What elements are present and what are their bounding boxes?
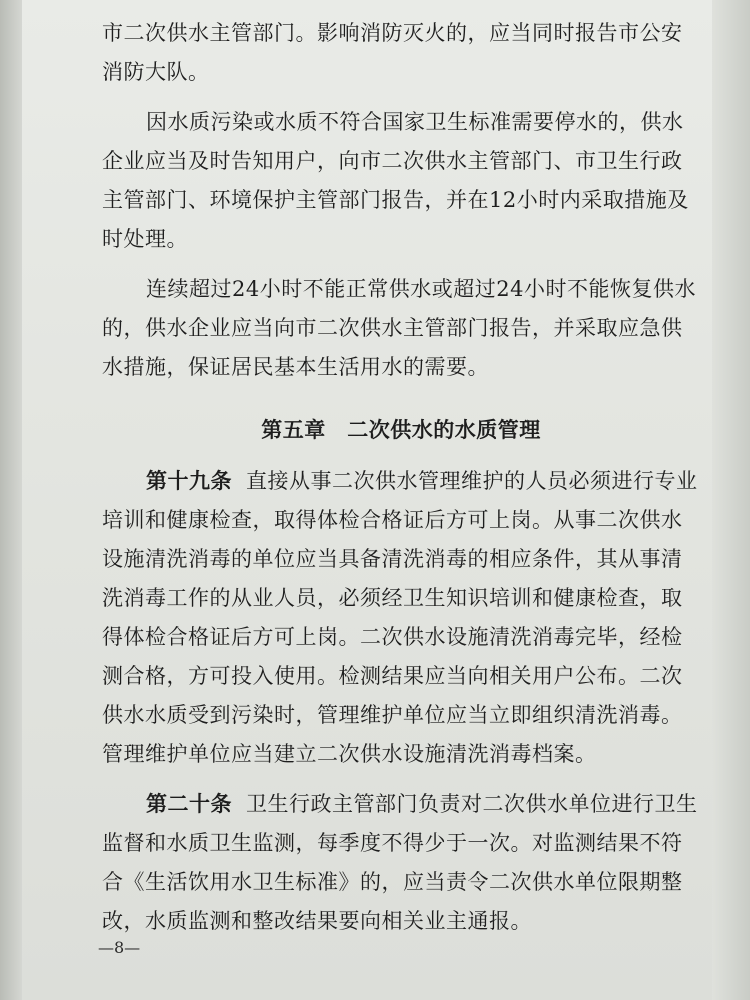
article-20-label: 第二十条: [146, 792, 232, 816]
article-19-label: 第十九条: [146, 469, 232, 493]
paragraph-2: 因水质污染或水质不符合国家卫生标准需要停水的，供水企业应当及时告知用户，向市二次供水主管部门、市卫生行政主管部门、环境保护主管部门报告，并在12小时内采取措施及时处理。: [102, 110, 689, 251]
page-number: —8—: [98, 938, 141, 957]
article-20: [102, 785, 700, 941]
document-body: [102, 0, 700, 941]
article-19-text: 直接从事二次供水管理维护的人员必须进行专业培训和健康检查，取得体检合格证后方可上岗。从事二次供水设施清洗消毒的单位应当具备清洗消毒的相应条件，其从事清洗消毒工作的从业人员，必须经卫生知识培训和健康检查，取得体检合格证后方可上岗。二次供水设施清洗消毒完毕，经检测合格，方可投入使用。检测结果应当向相关用户公布。二次供水水质受到污染时，管理维护单位应当立即组织清洗消毒。管理维护单位应当建立二次供水设施清洗消毒档案。: [102, 469, 698, 766]
paragraph-1: 市二次供水主管部门。影响消防灭火的，应当同时报告市公安消防大队。: [102, 21, 683, 84]
article-19: [102, 462, 700, 774]
paragraph-3: 连续超过24小时不能正常供水或超过24小时不能恢复供水的，供水企业应当向市二次供水主管部门报告，并采取应急供水措施，保证居民基本生活用水的需要。: [102, 277, 696, 379]
article-20-text: 卫生行政主管部门负责对二次供水单位进行卫生监督和水质卫生监测，每季度不得少于一次。对监测结果不符合《生活饮用水卫生标准》的，应当责令二次供水单位限期整改，水质监测和整改结果要向相关业主通报。: [102, 792, 698, 933]
chapter-title: 第五章 二次供水的水质管理: [261, 418, 541, 442]
